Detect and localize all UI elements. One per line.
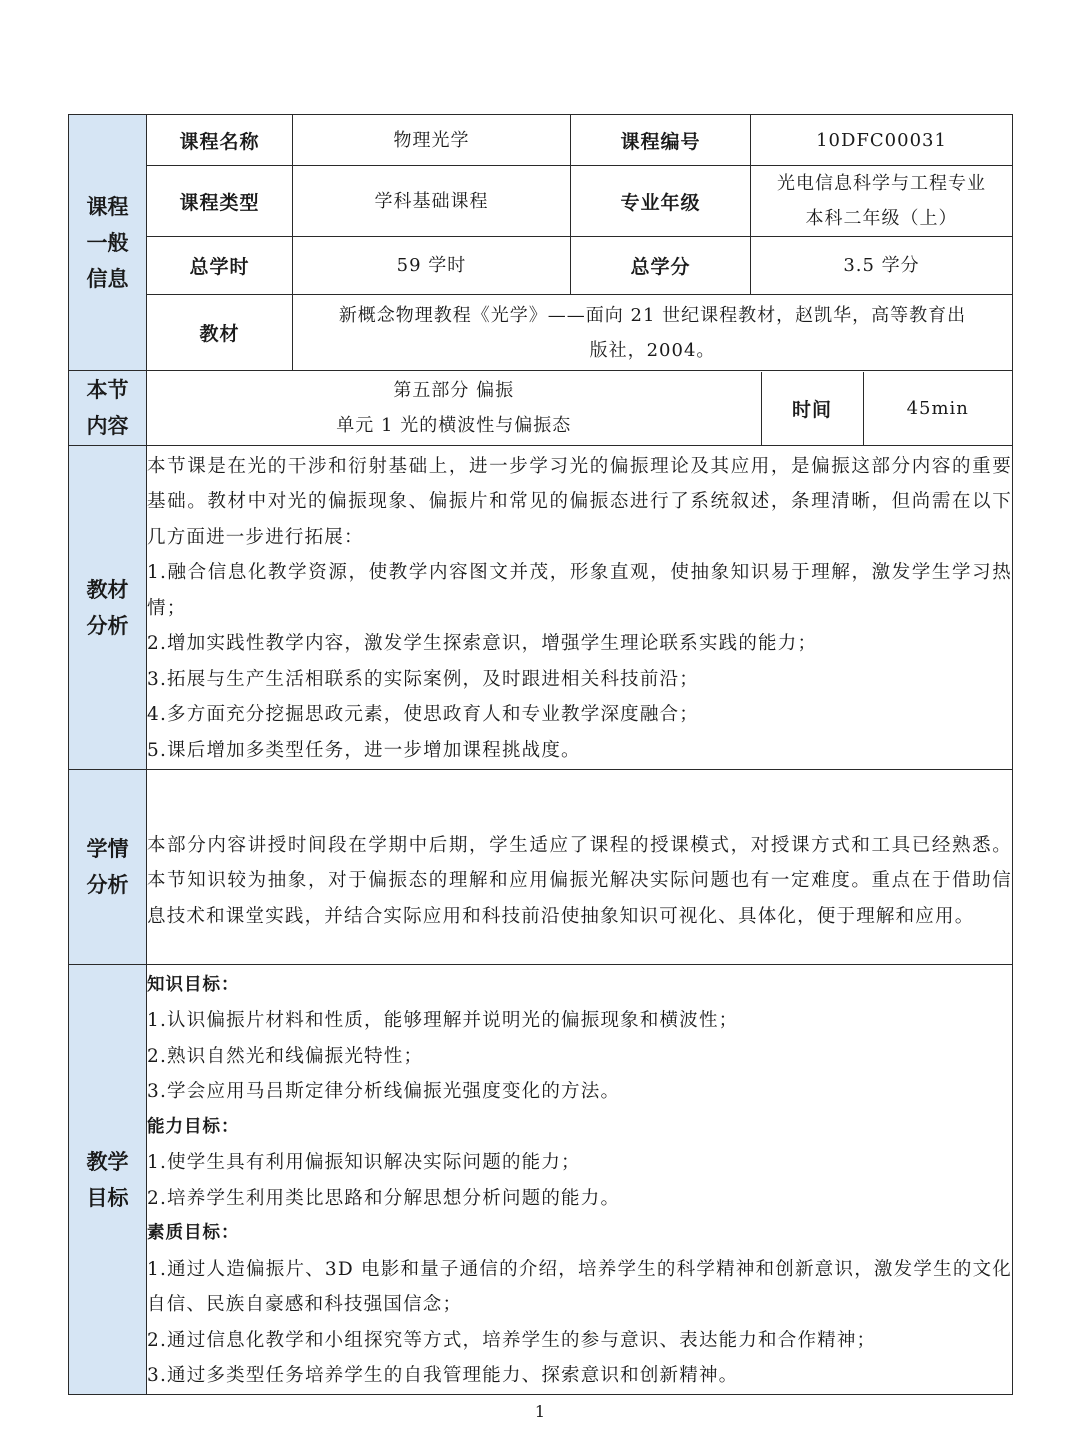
- section-label-general: 课程 一般 信息: [69, 115, 147, 371]
- course-code-value: 10DFC00031: [751, 115, 1013, 166]
- knowledge-objectives-title: 知识目标：: [147, 974, 240, 995]
- major-grade-label: 专业年级: [571, 166, 751, 237]
- section-label-learner-analysis: 学情 分析: [69, 770, 147, 965]
- section-label-textbook-analysis: 教材 分析: [69, 446, 147, 770]
- course-name-value: 物理光学: [293, 115, 571, 166]
- page-number: 1: [534, 1402, 546, 1421]
- course-type-label: 课程类型: [147, 166, 293, 237]
- major-grade-value: 光电信息科学与工程专业 本科二年级（上）: [751, 166, 1013, 237]
- lesson-content-cell: [147, 371, 1013, 446]
- course-code-label: 课程编号: [571, 115, 751, 166]
- quality-objectives-title: 素质目标：: [147, 1223, 240, 1243]
- course-type-value: 学科基础课程: [293, 166, 571, 237]
- section-label-content: 本节 内容: [69, 371, 147, 446]
- textbook-label: 教材: [147, 295, 293, 371]
- total-credits-value: 3.5 学分: [751, 237, 1013, 295]
- total-credits-label: 总学分: [571, 237, 751, 295]
- total-hours-label: 总学时: [147, 237, 293, 295]
- total-hours-value: 59 学时: [293, 237, 571, 295]
- course-name-label: 课程名称: [147, 115, 293, 166]
- time-value: 45min: [863, 372, 1012, 445]
- lesson-title: 第五部分 偏振 单元 1 光的横波性与偏振态: [336, 380, 572, 436]
- learner-analysis-text: 本部分内容讲授时间段在学期中后期，学生适应了课程的授课模式，对授课方式和工具已经熟悉。本节知识较为抽象，对于偏振态的理解和应用偏振光解决实际问题也有一定难度。重点在于借助信息技术和课堂实践，并结合实际应用和科技前沿使抽象知识可视化、具体化，便于理解和应用。: [147, 770, 1013, 965]
- section-label-objectives: 教学 目标: [69, 965, 147, 1395]
- textbook-analysis-text: 本节课是在光的干涉和衍射基础上，进一步学习光的偏振理论及其应用，是偏振这部分内容的重要基础。教材中对光的偏振现象、偏振片和常见的偏振态进行了系统叙述，条理清晰，但尚需在以下几方面进一步进行拓展： 1.融合信息化教学资源，使教学内容图文并茂，形象直观，使抽象知识易于理解，激发学生学习热情； 2.增加实践性教学内容，激发学生探索意识，增强学生理论联系实践的能力； 3.拓展与生产生活相联系的实际案例，及时跟进相关科技前沿； 4.多方面充分挖掘思政元素，使思政育人和专业教学深度融合； 5.课后增加多类型任务，进一步增加课程挑战度。: [147, 446, 1013, 770]
- ability-objectives-title: 能力目标：: [147, 1116, 240, 1137]
- lesson-plan-table: [68, 114, 1013, 1395]
- time-label: 时间: [761, 372, 863, 445]
- objectives-text: 知识目标： 1.认识偏振片材料和性质，能够理解并说明光的偏振现象和横波性； 2.熟识自然光和线偏振光特性； 3.学会应用马吕斯定律分析线偏振光强度变化的方法。 能力目标： 1.使学生具有利用偏振知识解决实际问题的能力； 2.培养学生利用类比思路和分解思想分析问题的能力。 素质目标： 1.通过人造偏振片、3D 电影和量子通信的介绍，培养学生的科学精神和创新意识，激发学生的文化自信、民族自豪感和科技强国信念； 2.通过信息化教学和小组探究等方式，培养学生的参与意识、表达能力和合作精神； 3.通过多类型任务培养学生的自我管理能力、探索意识和创新精神。: [147, 965, 1013, 1395]
- textbook-value: 新概念物理教程《光学》——面向 21 世纪课程教材，赵凯华，高等教育出 版社，2004。: [293, 295, 1013, 371]
